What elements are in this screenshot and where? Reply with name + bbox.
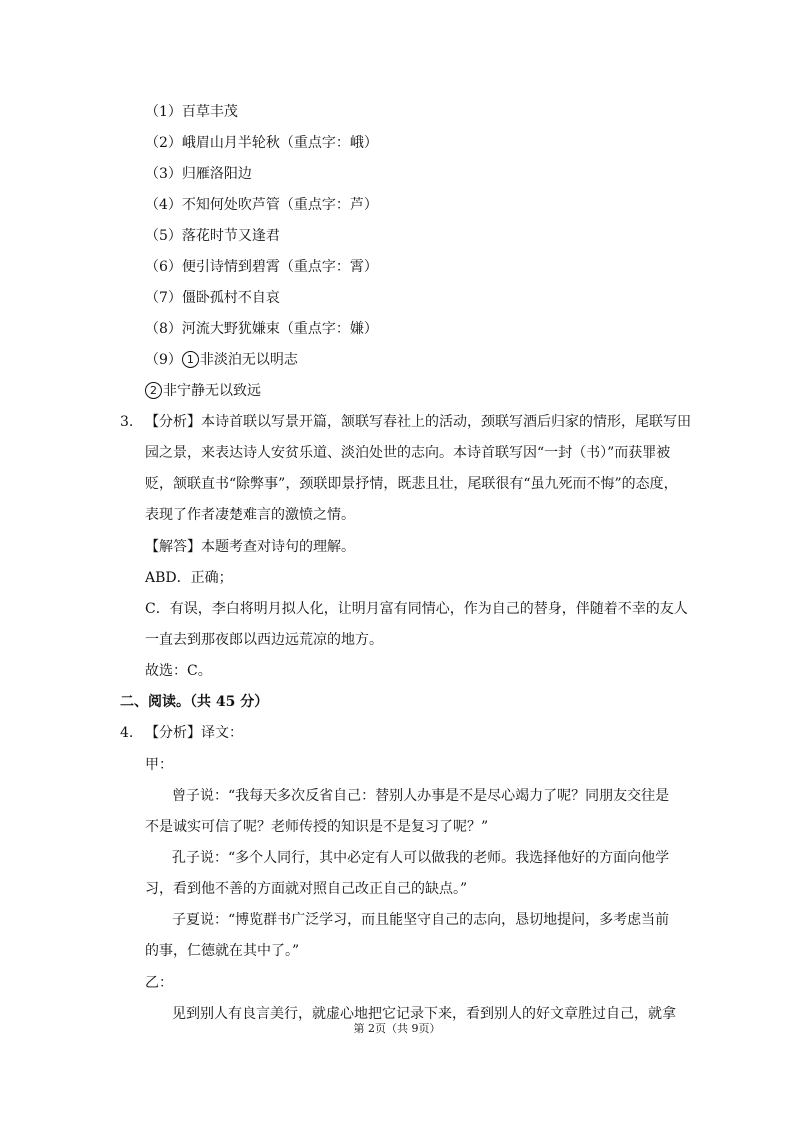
- item-text: 非淡泊无以明志: [199, 352, 298, 368]
- translation-line: 子夏说：“博览群书广泛学习，而且能坚守自己的志向，恳切地提问，多考虑当前: [172, 912, 670, 928]
- item-text: 非宁静无以致远: [163, 383, 261, 399]
- option-c-line: C．有误，李白将明月拟人化，让明月富有同情心，作为自己的替身，伴随着不幸的友人: [145, 601, 688, 617]
- analysis-heading: 【分析】译文：: [145, 725, 243, 741]
- answer-line-8: （8）河流大野犹嫌束（重点字：嫌）: [145, 321, 378, 337]
- section-heading: 二、阅读。（共 45 分）: [120, 694, 269, 710]
- question-number: 4.: [120, 725, 134, 741]
- option-c-line: 一直去到那夜郎以西边远荒凉的地方。: [145, 632, 383, 648]
- item-number: （9）: [145, 352, 182, 368]
- answer-line-6: （6）便引诗情到碧霄（重点字：霄）: [145, 259, 378, 275]
- answer-line-4: （4）不知何处吹芦管（重点字：芦）: [145, 197, 378, 213]
- passage-label-yi: 乙：: [145, 975, 173, 991]
- analysis-line: 贬，颔联直书“除弊事”，颈联即景抒情，既悲且壮，尾联很有“虽九死而不悔”的态度，: [145, 476, 678, 492]
- final-choice: 故选：C。: [145, 663, 212, 679]
- translation-line: 不是诚实可信了呢？老师传授的知识是不是复习了呢？”: [145, 819, 489, 835]
- passage-label-jia: 甲：: [145, 757, 173, 773]
- analysis-line: 表现了作者凄楚难言的激愤之情。: [145, 507, 355, 523]
- answer-line-3: （3）归雁洛阳边: [145, 166, 252, 182]
- translation-line: 孔子说：“多个人同行，其中必定有人可以做我的老师。我选择他好的方面向他学: [172, 850, 670, 866]
- answer-line-9: [145, 350, 298, 370]
- translation-line: 的事，仁德就在其中了。”: [145, 943, 300, 959]
- answer-statement: 【解答】本题考查对诗句的理解。: [145, 539, 355, 555]
- answer-line-2: （2）峨眉山月半轮秋（重点字：峨）: [145, 135, 378, 151]
- page-footer: 第 2页（共 9页）: [353, 1022, 441, 1035]
- question-number: 3.: [120, 414, 134, 430]
- translation-line: 见到别人有良言美行，就虚心地把它记录下来，看到别人的好文章胜过自己，就拿: [172, 1006, 676, 1022]
- analysis-line: 园之景，来表达诗人安贫乐道、淡泊处世的志向。本诗首联写因“一封（书）”而获罪被: [145, 445, 671, 461]
- circled-number-1: 1: [182, 351, 199, 368]
- analysis-line: 【分析】本诗首联以写景开篇，颔联写春社上的活动，颈联写酒后归家的情形，尾联写田: [145, 414, 691, 430]
- answer-line-5: （5）落花时节又逢君: [145, 228, 280, 244]
- option-abd: ABD．正确；: [145, 570, 233, 586]
- answer-line-7: （7）僵卧孤村不自哀: [145, 290, 280, 306]
- circled-number-2: 2: [145, 382, 162, 399]
- translation-line: 习，看到他不善的方面就对照自己改正自己的缺点。”: [145, 881, 468, 897]
- answer-line-9b: [145, 381, 261, 401]
- answer-line-1: （1）百草丰茂: [145, 104, 238, 120]
- translation-line: 曾子说：“我每天多次反省自己：替别人办事是不是尽心竭力了呢？同朋友交往是: [172, 788, 670, 804]
